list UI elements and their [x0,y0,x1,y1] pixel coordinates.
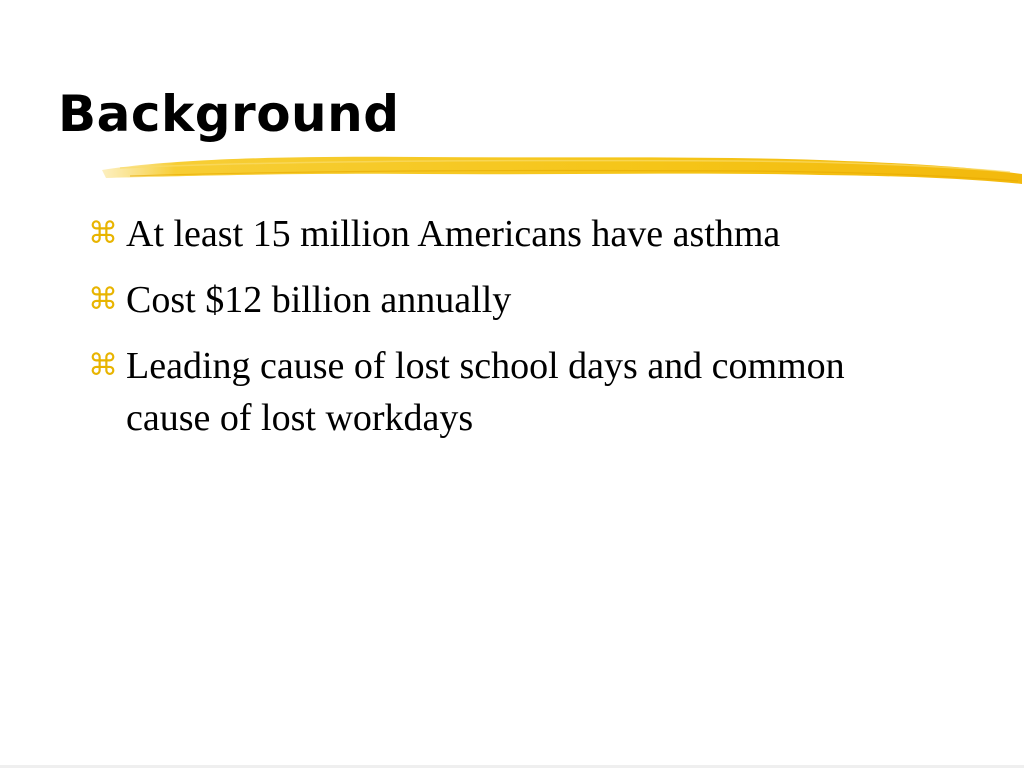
bullet-text: Leading cause of lost school days and common cause of lost workdays [126,345,845,439]
bullet-list [88,208,988,458]
title-underline-brushstroke [100,148,1024,188]
slide-title: Background [58,85,400,143]
bullet-item [88,208,988,260]
place-of-interest-icon: ⌘ [88,216,118,251]
bullet-text: Cost $12 billion annually [126,279,512,321]
place-of-interest-icon: ⌘ [88,348,118,383]
bullet-item [88,274,988,326]
place-of-interest-icon: ⌘ [88,282,118,317]
bullet-item [88,340,988,444]
bullet-text: At least 15 million Americans have asthma [126,213,781,255]
